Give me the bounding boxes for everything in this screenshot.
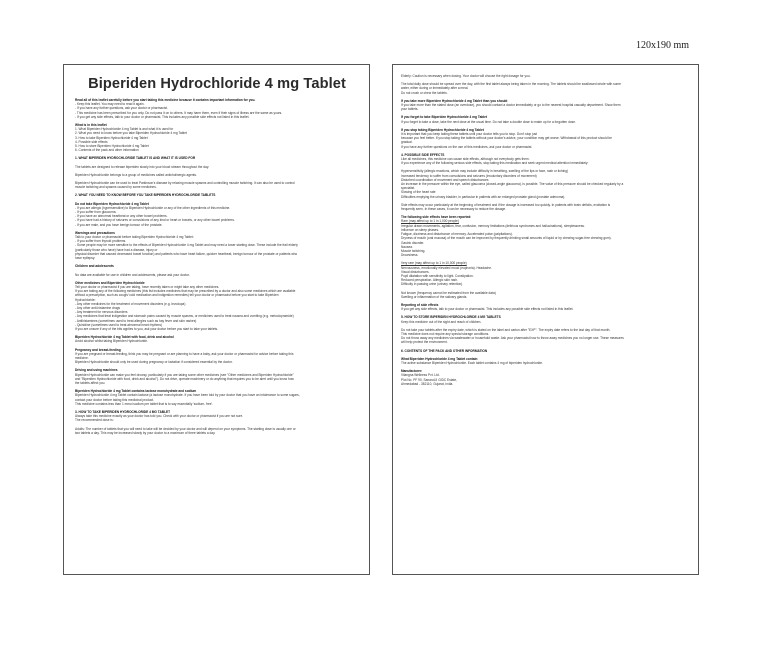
text-block [75,231,359,260]
page-size-label: 120x190 mm [636,40,690,51]
document-title: Biperiden Hydrochloride 4 mg Tablet [88,76,346,92]
text-block [75,273,359,277]
text-line: muscle twitching and spasms caused by some medicines. [75,185,157,190]
text-line: This medicine contains less than 1 mmol sodium per tablet that is to say essentially 'sodium- free'. [75,401,213,406]
text-line: Adults: The number of tablets that you will need to take will be decided by your doctor and will depend on your symptoms. The starting dose is usually one or [75,426,296,431]
section-heading: Biperiden Hydrochloride 4 mg Tablet with food, drink and alcohol [75,335,174,340]
text-block [401,349,688,353]
text-line: Do not throw away any medicines via wastewater or household waste. Ask your pharmacist how to throw away medicines you no longer use. These measures [401,336,624,341]
text-line: Keep this medicine out of the sight and reach of children. [401,319,482,324]
section-heading: 3. HOW TO TAKE BIPERIDEN HYDROCHLORIDE 4 MG TABLET [75,409,171,414]
text-line: frequently seen. In these cases, it can be necessary to reduce the dosage. [401,207,507,212]
text-line: Very rare (may affect up to 1 in 10,000 people) [401,261,467,266]
section-heading: If you take more Biperiden Hydrochloride 4 mg Tablet than you should [401,98,508,103]
text-block [75,123,359,152]
text-line: - This medicine has been prescribed for you only. Do not pass it on to others. It may harm them, even if their signs of illness are the same as yours. [75,110,283,115]
text-line: Vilangna Wellness Pvt. Ltd. [401,373,440,378]
text-line: - Any medicines that treat indigestion and stomach pains caused by muscle spasms, or medicines used to treat nausea and vomiting (e.g. metoclopramide) [75,314,294,319]
text-line: Swelling or inflammation of the salivary glands. [401,294,468,299]
text-line: Talk to your doctor or pharmacist before taking Biperiden Hydrochloride 4 mg Tablet: [75,235,194,240]
text-line: No data are available for use in children and adolescents, please ask your doctor. [75,272,190,277]
text-line: Not known (frequency cannot be estimated from the available data) [401,290,496,295]
text-line: 1. What Biperiden Hydrochloride 4 mg Tablet is and what it is used for [75,127,174,132]
text-line: Nervousness, emotionally elevated mood (euphoria). Headache. [401,265,492,270]
text-block [75,410,359,423]
text-block [75,173,359,177]
leaflet-page-left [63,64,370,575]
text-line: and "Biperiden Hydrochloride with food, drink and alcohol"). Do not drive, operate machinery or do anything that requires you to be alert until you know how [75,376,294,381]
text-block [75,165,359,169]
text-line: Biperiden Hydrochloride should only be used during pregnancy or lactation if considered essential by the doctor. [75,360,233,365]
text-block [75,389,359,406]
text-block [75,202,359,227]
left-content [75,98,359,435]
text-line: Dryness of mouth (oral mucosa) of the mouth can be improved by frequently drinking small amounts of liquid or by chewing sugar-free chewing gum). [401,236,612,241]
text-line: - Any treatment for nervous disorders [75,310,128,315]
text-line: - Keep this leaflet. You may need to read it again. [75,102,145,107]
text-block [401,74,688,78]
text-line: water, either during or immediately after a meal. [401,86,469,91]
text-line: the tablets affect you. [75,380,106,385]
text-line: Ahmedabad - 382110, Gujarat, India. [401,381,454,386]
section-heading: If you stop taking Biperiden Hydrochloride 4 mg Tablet [401,127,484,132]
text-block [75,427,359,435]
text-line: The active substance Biperiden Hydrochloride. Each tablet contains 4 mg of biperiden hydrochloride. [401,360,543,365]
section-heading: Do not take Biperiden Hydrochloride 4 mg Tablet [75,201,149,206]
text-line: It is important that you keep taking these tablets until your doctor tells you to stop. Don't stop just [401,132,537,137]
section-heading: 1. WHAT BIPERIDEN HYDROCHLORIDE TABLET IS AND WHAT IT IS USED FOR [75,156,196,161]
text-line: - If you have any further questions, ask your doctor or pharmacist. [75,106,168,111]
text-line: If you are taking any of the following medicines (this list includes medicines that may be prescribed by a doctor and also some medicines which are available [75,289,296,294]
text-line: Always take this medicine exactly as your doctor has told you. Check with your doctor or pharmacist if you are not sure. [75,414,244,419]
section-heading: Biperiden Hydrochloride 4 mg Tablet contains lactose monohydrate and sodium [75,389,197,394]
text-line: Do not crush or chew the tablets. [401,90,448,95]
text-block [401,115,688,123]
text-line: physical disorder that caused decreased bowel function) and patients who have heart failure, quicker heartbeat, benign tumour of the prostate or patients who [75,251,298,256]
text-line: - Antihistamines (sometimes used to treat allergies such as hay fever and skin rashes) [75,318,197,323]
section-heading: The following side effects have been reported: [401,215,472,220]
section-heading: 4. POSSIBLE SIDE EFFECTS [401,152,445,157]
text-line: Pupil dilatation with sensitivity to light. Constipation. [401,273,474,278]
text-block [401,82,688,95]
text-line: 4. Possible side effects [75,139,108,144]
text-line: - If you get any side effects, talk to your doctor or pharmacist. This includes any possible side effects not listed in this leaflet. [75,114,250,119]
text-line: Muscle twitching. [401,248,426,253]
text-block [75,264,359,268]
text-block [401,315,688,323]
text-line: Biperiden Hydrochloride 4 mg Tablet contain lactose (a lactose monohydrate. If you have been told by your doctor that you have an intolerance to some sugars, [75,393,300,398]
section-heading: 2. WHAT YOU NEED TO KNOW BEFORE YOU TAKE BIPERIDEN HYDROCHLORIDE TABLETS [75,193,216,198]
text-block [75,181,359,189]
text-line: Side effects may occur particularly at the beginning of treatment and if the dosage is increased too quickly. In patients with brain deficits, excitation is [401,202,611,207]
text-line: Biperiden Hydrochloride can be used to treat Parkinson's disease by relaxing muscle spasms and controlling muscle twitching. It can also be used to control [75,181,295,186]
text-block [401,369,688,386]
text-line: 5. How to store Biperiden Hydrochloride 4 mg Tablet [75,144,149,149]
section-heading: Pregnancy and breast-feeding [75,347,121,352]
text-line: Like all medicines, this medicine can cause side effects, although not everybody gets them. [401,157,530,162]
section-heading: 6. CONTENTS OF THE PACK AND OTHER INFORMATION [401,348,488,353]
text-line: have epilepsy. [75,256,96,261]
text-block [401,215,688,257]
text-line: Influence on sleep phases. [401,227,439,232]
text-line: Reduced perspiration. Allergic skin rash. [401,278,458,283]
text-line: medicine. [75,355,89,360]
section-heading: Manufacturer: [401,369,423,374]
text-line: 3. How to take Biperiden Hydrochloride 4 mg Tablet [75,135,148,140]
text-block [75,156,359,160]
text-line: without a prescription, such as cough/ cold medication and indigestion remedies) tell your doctor or pharmacist before you start to take Biperiden [75,293,279,298]
text-block [75,348,359,365]
text-line: This medicine does not require any special storage conditions. [401,331,490,336]
text-line: 6. Contents of the pack and other information [75,148,139,153]
text-line: two tablets a day. This may be increased slowly by your doctor to a maximum of three tablets a day. [75,430,216,435]
text-line: The tablets are designed to release biperiden slowly into your blood stream throughout the day. [75,164,210,169]
section-heading: Reporting of side effects [401,302,439,307]
text-block [75,98,359,119]
text-block [401,169,688,198]
text-block [75,193,359,197]
text-line: If you get any side effects, talk to your doctor or pharmacist. This includes any possible side effects not listed in this leaflet. [401,307,574,312]
text-line: Elderly: Caution is necessary when dosing. Your doctor will choose the right dosage for you. [401,74,531,78]
section-heading: Driving and using machines [75,368,118,373]
text-line: Fatigue, dizziness and disturbance of memory. Accelerated pulse (palpitations). [401,232,513,237]
text-line: - Quinidine (sometimes used to treat abnormal heart rhythms) [75,322,162,327]
text-line: Plot No. PF 90, Sanand-II GIDC Estate, [401,377,457,382]
text-line: Avoid alcohol whilst taking Biperiden Hydrochloride. [75,339,148,344]
text-line: - If you are male, and you have benign tumour of the prostate. [75,222,163,227]
text-line: If you experience any of the following serious side effects, stop taking this medication and seek urgent medical attention immediately: [401,161,589,166]
text-line: Difficulties emptying the urinary bladder, in particular in patients with an enlarged prostate gland (prostate adenoma). [401,194,566,199]
section-heading: Warnings and precautions [75,230,115,235]
text-block [401,291,688,299]
text-line: Do not take your tablets after the expiry date, which is stated on the label and carton after "EXP". The expiry date refers to the last day of that month. [401,327,611,332]
text-line: Hypersensitivity (allergic reactions, which may include difficulty in breathing, swelling of the lips or face, rash or itching) [401,169,569,174]
text-line: - Any other medicines for the treatment of movement disorders (e.g. levodopa) [75,301,186,306]
text-line: will help protect the environment. [401,340,448,345]
text-block [401,153,688,166]
text-line: gradual. [401,140,413,145]
text-line: Drowsiness. [401,253,419,258]
text-block [401,357,688,365]
text-line: Disturbed coordination of movement and speech disturbances [401,177,489,182]
right-content [401,74,688,386]
section-heading: Other medicines and Biperiden Hydrochloride [75,280,145,285]
text-line: If you are pregnant or breast-feeding, think you may be pregnant or are planning to have a baby, ask your doctor or pharmacist for advice before taking this [75,351,294,356]
text-block [75,335,359,343]
text-line: If you have any further questions on the use of this medicines, ask your doctor or pharmacist. [401,144,533,149]
text-block [401,128,688,149]
text-block [401,99,688,112]
text-line: An increase in the pressure within the eye, called glaucoma (closed-angle glaucoma), is possible. The value of this pressure should be checked regularly by a [401,182,624,187]
text-block [75,368,359,385]
text-line: (particularly those who have) have had a disease, injury or [75,247,158,252]
text-block [401,328,688,345]
section-heading: What Biperiden Hydrochloride 4 mg Tablet contain [401,356,478,361]
text-line: - Some people may be more sensitive to the effects of Biperiden Hydrochloride 4 mg Tablet and may need a lower starting dose. These include the frail elderly [75,243,298,248]
text-line: - Any other anti-histamine drugs [75,305,121,310]
text-line: Difficulty in passing urine (urinary retention). [401,282,464,287]
text-line: Gastric disorder. [401,240,425,245]
text-line: - If you are allergic (hypersensitive) to Biperiden Hydrochloride or any of the other ingredients of this medicine. [75,205,231,210]
text-line: Irregular drawn movements, agitation, fear, confusion, memory limitations (delirious syndromes and hallucinations), sleeplessness. [401,223,585,228]
text-line: Tell your doctor or pharmacist if you are taking, have recently taken or might take any other medicines. [75,284,220,289]
text-line: specialist. [401,186,415,191]
text-line: If you forget to take a dose, take the next dose at the usual time. Do not take a double dose to make up for a forgotten dose. [401,119,576,124]
text-line: Biperiden Hydrochloride can make you feel drowsy, particularly if you are taking some other medicines (see "Other medicines and Biperiden Hydrochloride" [75,372,294,377]
text-line: The total daily dose should be spread over the day, with the first tablet always being taken in the morning. The tablets should be swallowed whole with some [401,82,621,87]
text-block [401,203,688,211]
text-line: because you feel better. If you stop taking the tablets without your doctor's advice, your condition may get worse. Withdrawal of this product should be [401,136,612,141]
section-heading: Children and adolescents [75,264,114,269]
text-line: contact your doctor before taking this medicinal product. [75,397,155,402]
section-heading: Read all of this leaflet carefully before you start taking this medicine because it contains important information for you. [75,98,256,102]
text-line: Slowing of the heart rate [401,190,436,195]
text-line: If you are unsure if any of the bits applies to you, ask your doctor before you start to take your tablets. [75,326,218,331]
section-heading: What is in this leaflet [75,123,107,128]
text-line: your tablets. [401,107,419,112]
text-line: Rare (may affect up to 1 in 1,000 people) [401,219,459,224]
text-line: - If you have had a history of seizures or convulsions of any kind or heart or bowels, or any other bowel problems. [75,218,235,223]
text-line: 2. What you need to know before you take Biperiden Hydrochloride 4 mg Tablet [75,131,187,136]
text-block [401,261,688,286]
text-block [401,303,688,311]
text-line: - If you suffer from glaucoma. [75,210,117,215]
text-line: The recommended dose is: [75,418,114,423]
text-line: If you take more than the stated dose (an overdose), you should contact a doctor immediately or go to the nearest hospital casualty department. Show them [401,103,621,108]
text-line: - If you have an abnormal heartbeat or any other bowel problems. [75,214,168,219]
text-line: Nausea. [401,244,413,249]
leaflet-page-right [392,64,699,575]
text-line: Biperiden Hydrochloride belongs to a group of medicines called anticholinergic agents. [75,172,197,177]
text-block [75,281,359,331]
text-line: Visual disturbances. [401,269,430,274]
section-heading: 5. HOW TO STORE BIPERIDEN HYDROCHLORIDE 4 MG TABLETS [401,315,501,320]
text-line: Hydrochloride: [75,297,96,302]
section-heading: If you forget to take Biperiden Hydrochloride 4 mg Tablet [401,115,488,120]
text-line: Increased tendency to suffer from convulsions and seizures (involuntary disorders of movement) [401,173,537,178]
text-line: - If you suffer from thyroid problems. [75,239,127,244]
